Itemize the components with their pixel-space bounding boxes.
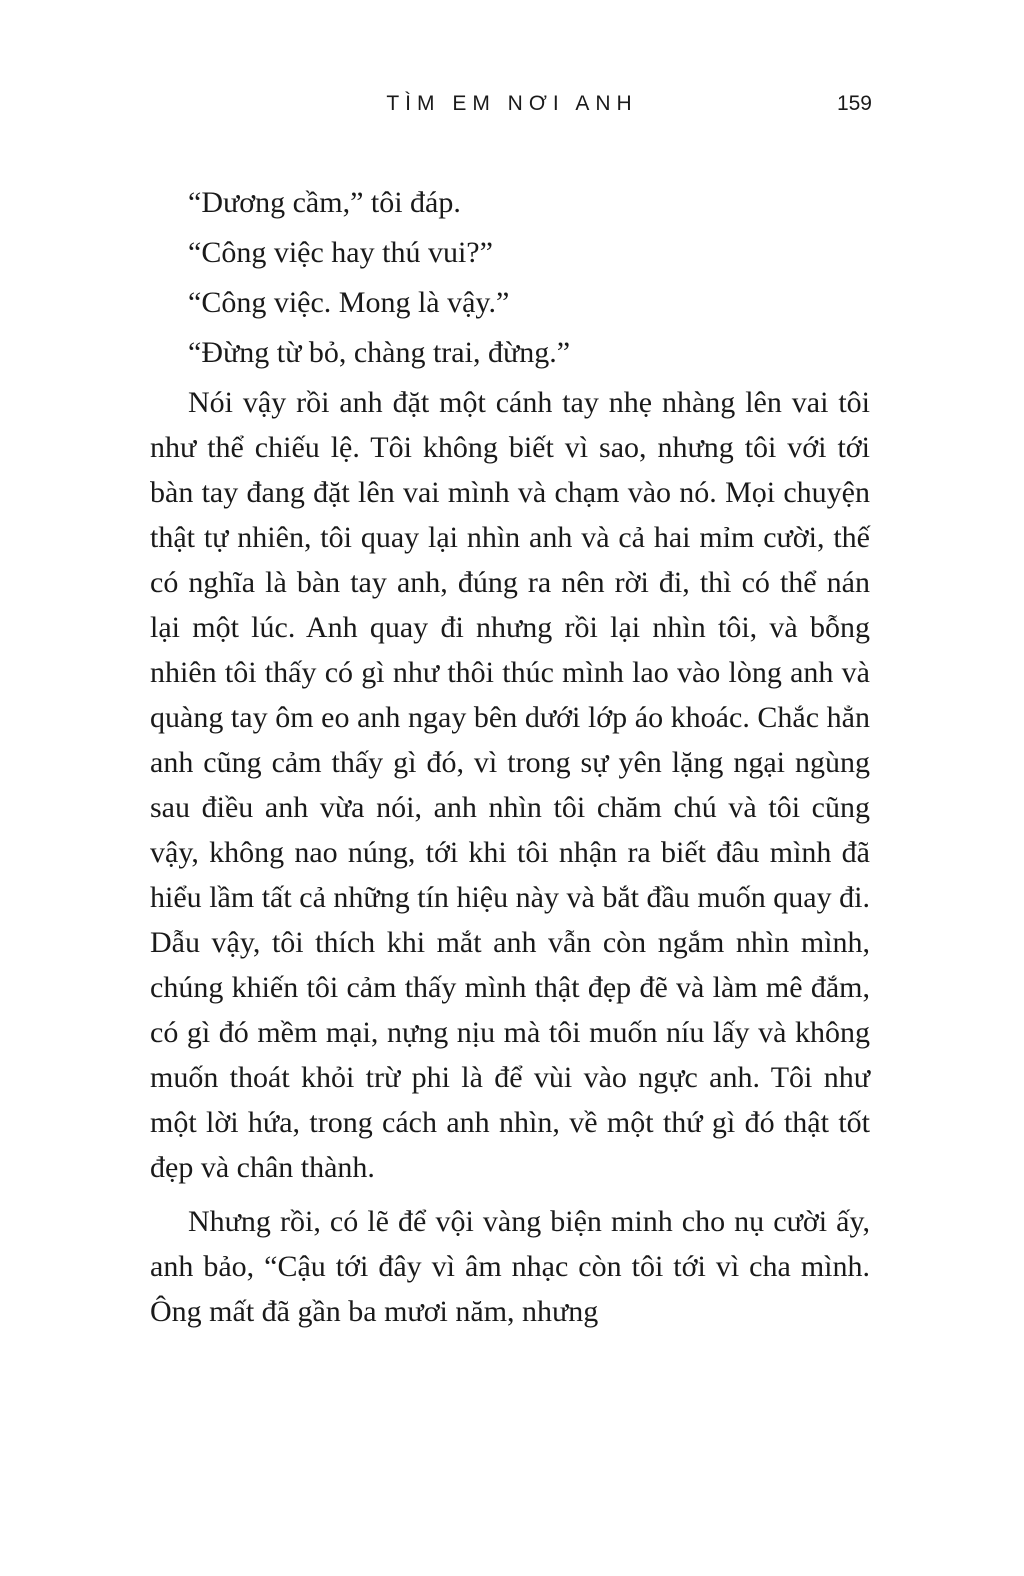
page-number: 159 (836, 92, 872, 115)
running-title: TÌM EM NƠI ANH (386, 92, 638, 115)
paragraph: Nhưng rồi, có lẽ để vội vàng biện minh cho nụ cười ấy, anh bảo, “Cậu tới đây vì âm nhạc còn tôi tới vì cha mình. Ông mất đã gần ba mươi năm, nhưng (150, 1205, 870, 1328)
body-text (150, 180, 870, 1334)
paragraph: Nói vậy rồi anh đặt một cánh tay nhẹ nhàng lên vai tôi như thể chiếu lệ. Tôi không biết vì sao, nhưng tôi với tới bàn tay đang đặt lên vai mình và chạm vào nó. Mọi chuyện thật tự nhiên, tôi quay lại nhìn anh và cả hai mỉm cười, thế có nghĩa là bàn tay anh, đúng ra nên rời đi, thì có thể nán lại một lúc. Anh quay đi nhưng rồi lại nhìn tôi, và bỗng nhiên tôi thấy có gì như thôi thúc mình lao vào lòng anh và quàng tay ôm eo anh ngay bên dưới lớp áo khoác. Chắc hẳn anh cũng cảm thấy gì đó, vì trong sự yên lặng ngại ngùng sau điều anh vừa nói, anh nhìn tôi chăm chú và tôi cũng vậy, không nao núng, tới khi tôi nhận ra biết đâu mình đã hiểu lầm tất cả những tín hiệu này và bắt đầu muốn quay đi. Dẫu vậy, tôi thích khi mắt anh vẫn còn ngắm nhìn mình, chúng khiến tôi cảm thấy mình thật đẹp đẽ và làm mê đắm, có gì đó mềm mại, nựng nịu mà tôi muốn níu lấy và không muốn thoát khỏi trừ phi là để vùi vào ngực anh. Tôi như một lời hứa, trong cách anh nhìn, về một thứ gì đó thật tốt đẹp và chân thành. (150, 386, 870, 1184)
dialogue-line: “Đừng từ bỏ, chàng trai, đừng.” (188, 336, 571, 369)
running-header (0, 88, 1024, 128)
dialogue-line: “Dương cầm,” tôi đáp. (188, 186, 461, 219)
dialogue-line: “Công việc hay thú vui?” (188, 236, 493, 269)
dialogue-line: “Công việc. Mong là vậy.” (188, 286, 510, 319)
